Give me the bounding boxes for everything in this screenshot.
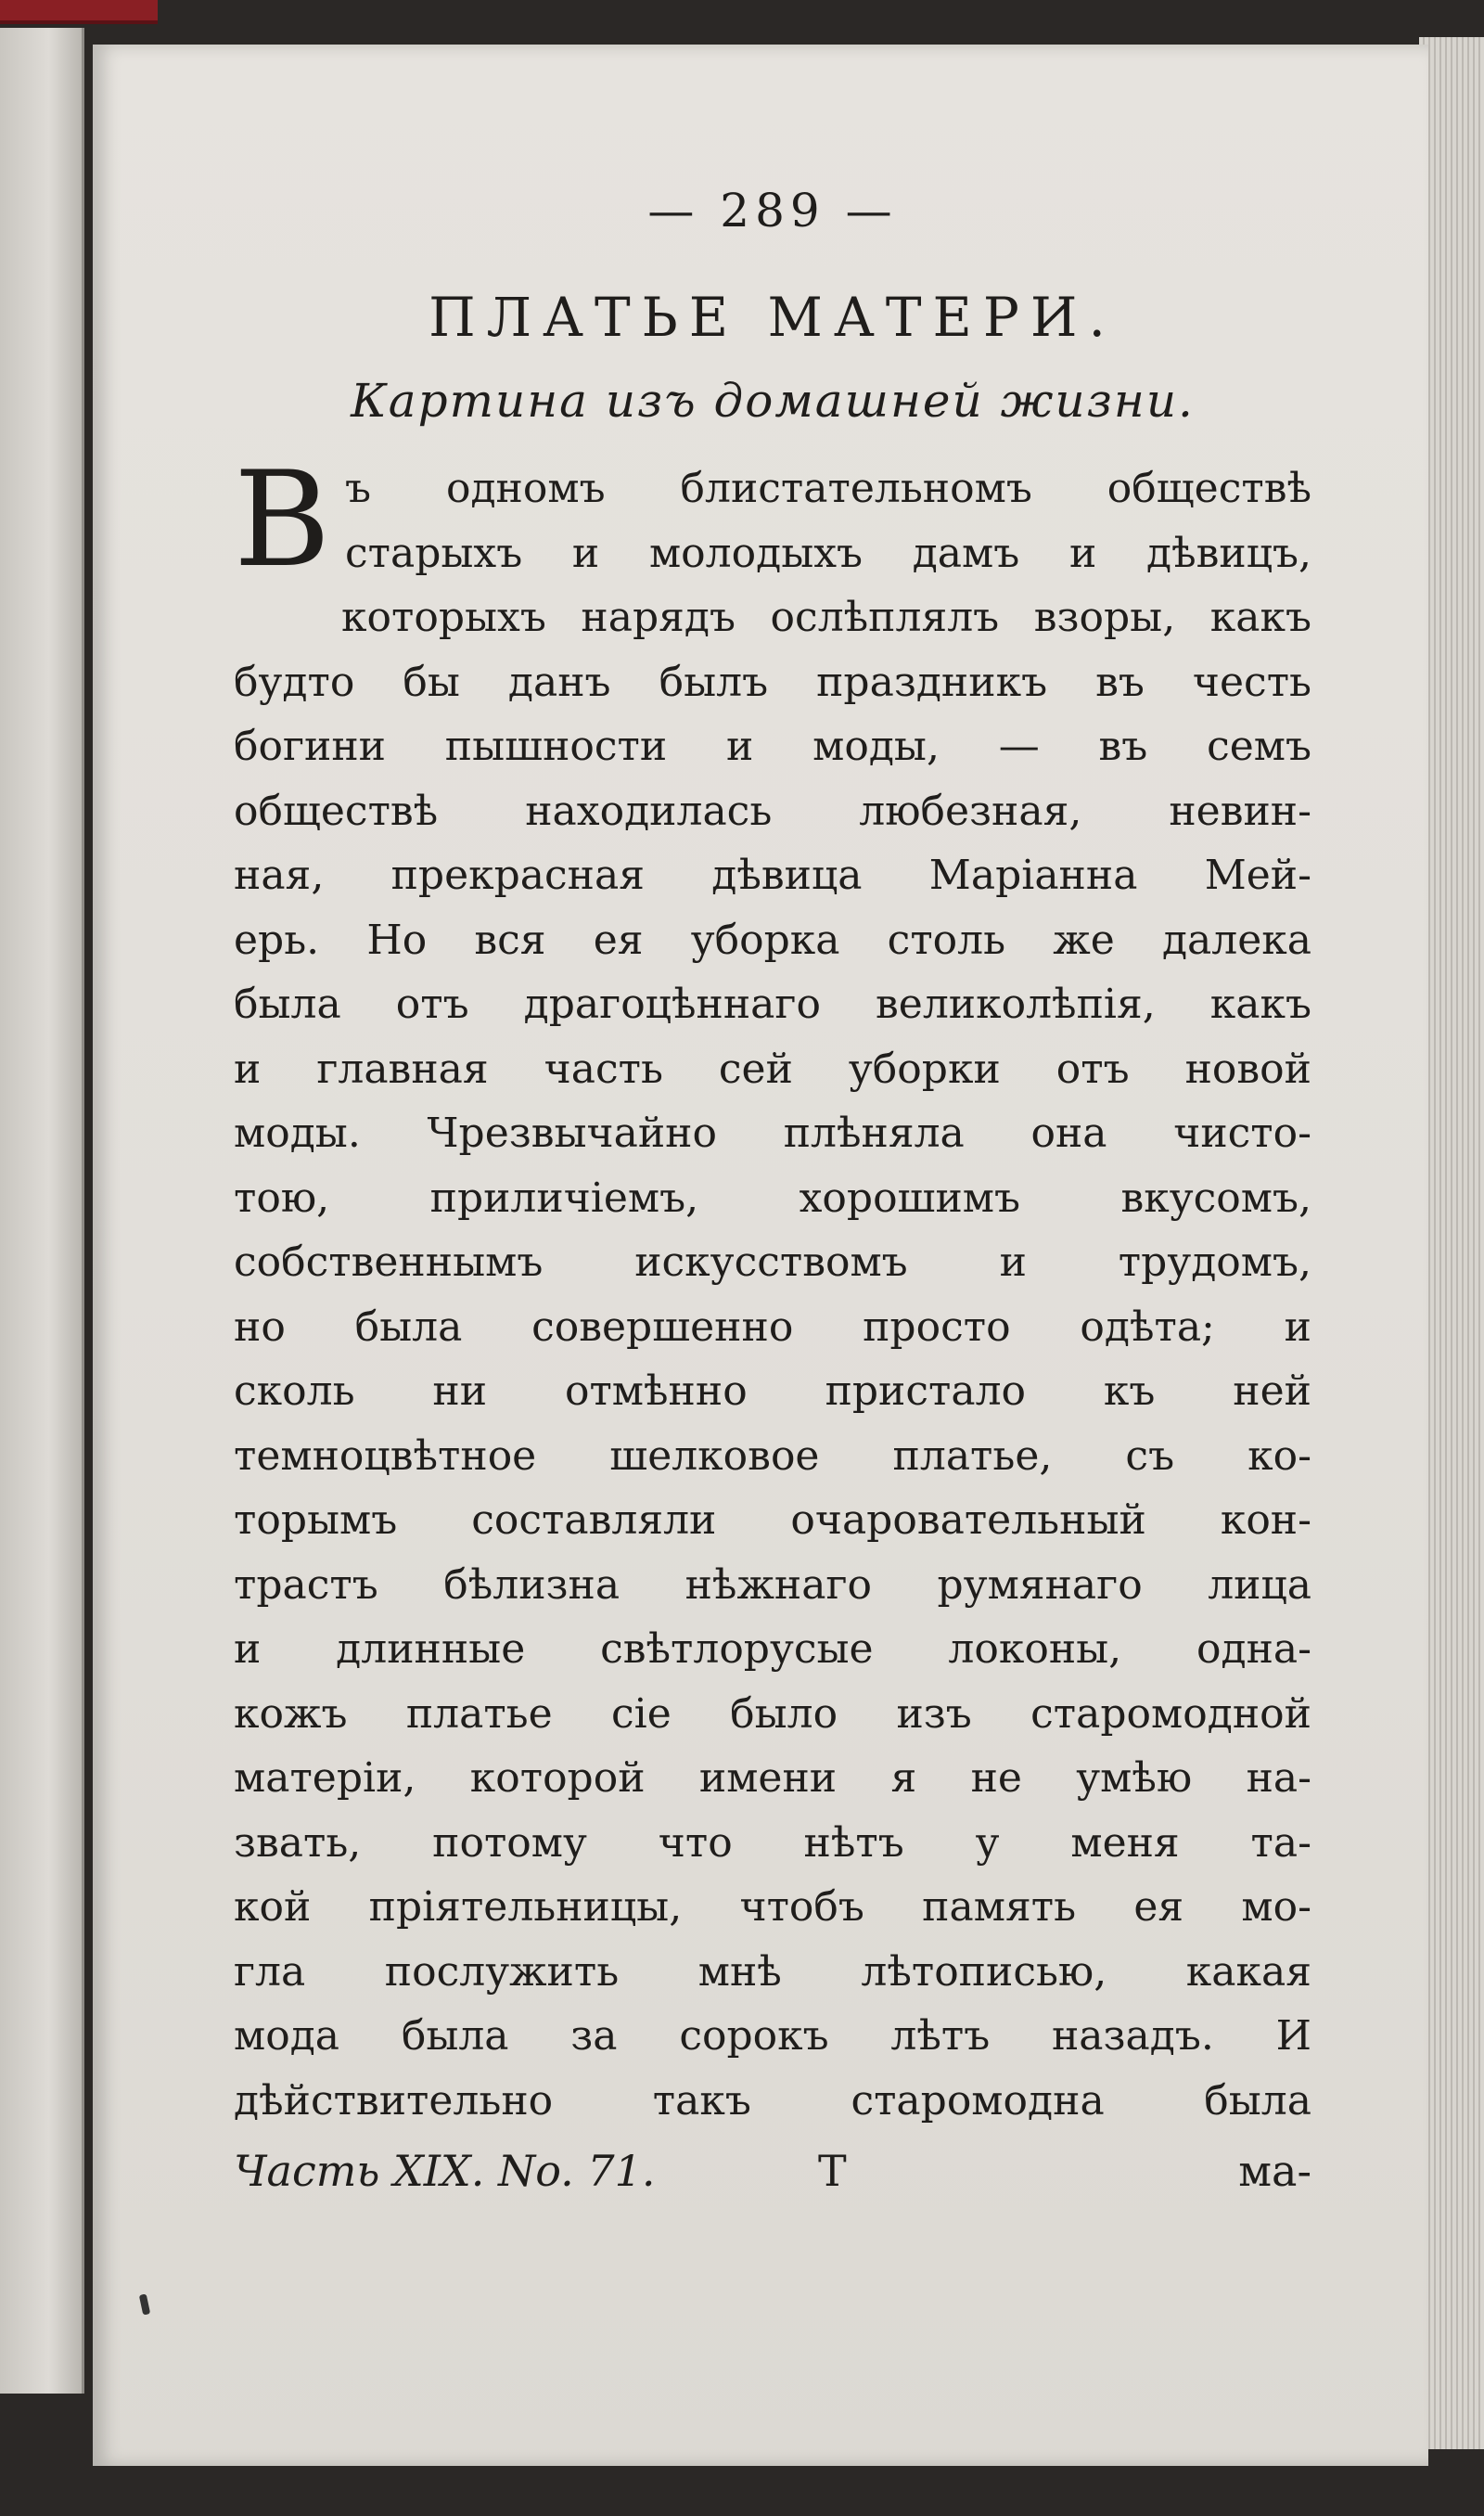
text-line: темноцвѣтное шелковое платье, съ ко- — [234, 1431, 1311, 1480]
text-line: ерь. Но вся ея уборка столь же далека — [234, 916, 1311, 964]
text-line: ъ одномъ блистательномъ обществѣ — [345, 465, 1311, 512]
text-line: будто бы данъ былъ праздникъ въ честь — [234, 658, 1311, 706]
text-line: звать, потому что нѣтъ у меня та- — [234, 1818, 1311, 1867]
text-line: но была совершенно просто одѣта; и — [234, 1303, 1311, 1351]
text-line: и главная часть сей уборки отъ новой — [234, 1045, 1311, 1093]
text-line: тою, приличіемъ, хорошимъ вкусомъ, — [234, 1174, 1311, 1222]
previous-page-edge — [0, 28, 84, 2394]
text-line: собственнымъ искусствомъ и трудомъ, — [234, 1239, 1311, 1286]
drop-cap: В — [234, 443, 331, 597]
text-line: обществѣ находилась любезная, невин- — [234, 787, 1311, 835]
text-line: сколь ни отмѣнно пристало къ ней — [234, 1367, 1311, 1415]
text-line: матеріи, которой имени я не умѣю на- — [234, 1754, 1311, 1802]
sheet-signature: Т — [818, 2146, 847, 2196]
page-footer-signature — [234, 2146, 1311, 2202]
text-line: старыхъ и молодыхъ дамъ и дѣвицъ, — [345, 529, 1311, 577]
catchword: ма- — [1238, 2146, 1311, 2196]
text-line: и длинные свѣтлорусые локоны, одна- — [234, 1625, 1311, 1673]
article-subtitle: Картина изъ домашней жизни. — [351, 374, 1195, 428]
text-line: мода была за сорокъ лѣтъ назадъ. И — [234, 2012, 1311, 2060]
text-line: кой пріятельницы, чтобъ память ея мо- — [234, 1883, 1311, 1931]
volume-number: Часть XIX. No. 71. — [234, 2146, 656, 2196]
text-line: кожъ платье сіе было изъ старомодной — [234, 1689, 1311, 1738]
text-line: богини пышности и моды, — въ семъ — [234, 723, 1311, 770]
text-line: которыхъ нарядъ ослѣплялъ взоры, какъ — [341, 594, 1311, 641]
page-number: — 289 — — [647, 184, 898, 237]
text-line: ная, прекрасная дѣвица Маріанна Мей- — [234, 852, 1311, 899]
text-line: моды. Чрезвычайно плѣняла она чисто- — [234, 1110, 1311, 1157]
ink-mark — [139, 2293, 150, 2315]
page-stack-edges — [1419, 37, 1484, 2449]
text-line: дѣйствительно такъ старомодна была — [234, 2076, 1311, 2124]
text-line: трастъ бѣлизна нѣжнаго румянаго лица — [234, 1560, 1311, 1609]
text-line: гла послужить мнѣ лѣтописью, какая — [234, 1947, 1311, 1996]
book-page — [93, 45, 1428, 2466]
body-text — [234, 443, 1311, 2133]
red-bookmark-tab — [0, 0, 158, 24]
text-line: торымъ составляли очаровательный кон- — [234, 1496, 1311, 1544]
text-line: была отъ драгоцѣннаго великолѣпія, какъ — [234, 981, 1311, 1028]
article-title: ПЛАТЬЕ МАТЕРИ. — [429, 286, 1117, 349]
